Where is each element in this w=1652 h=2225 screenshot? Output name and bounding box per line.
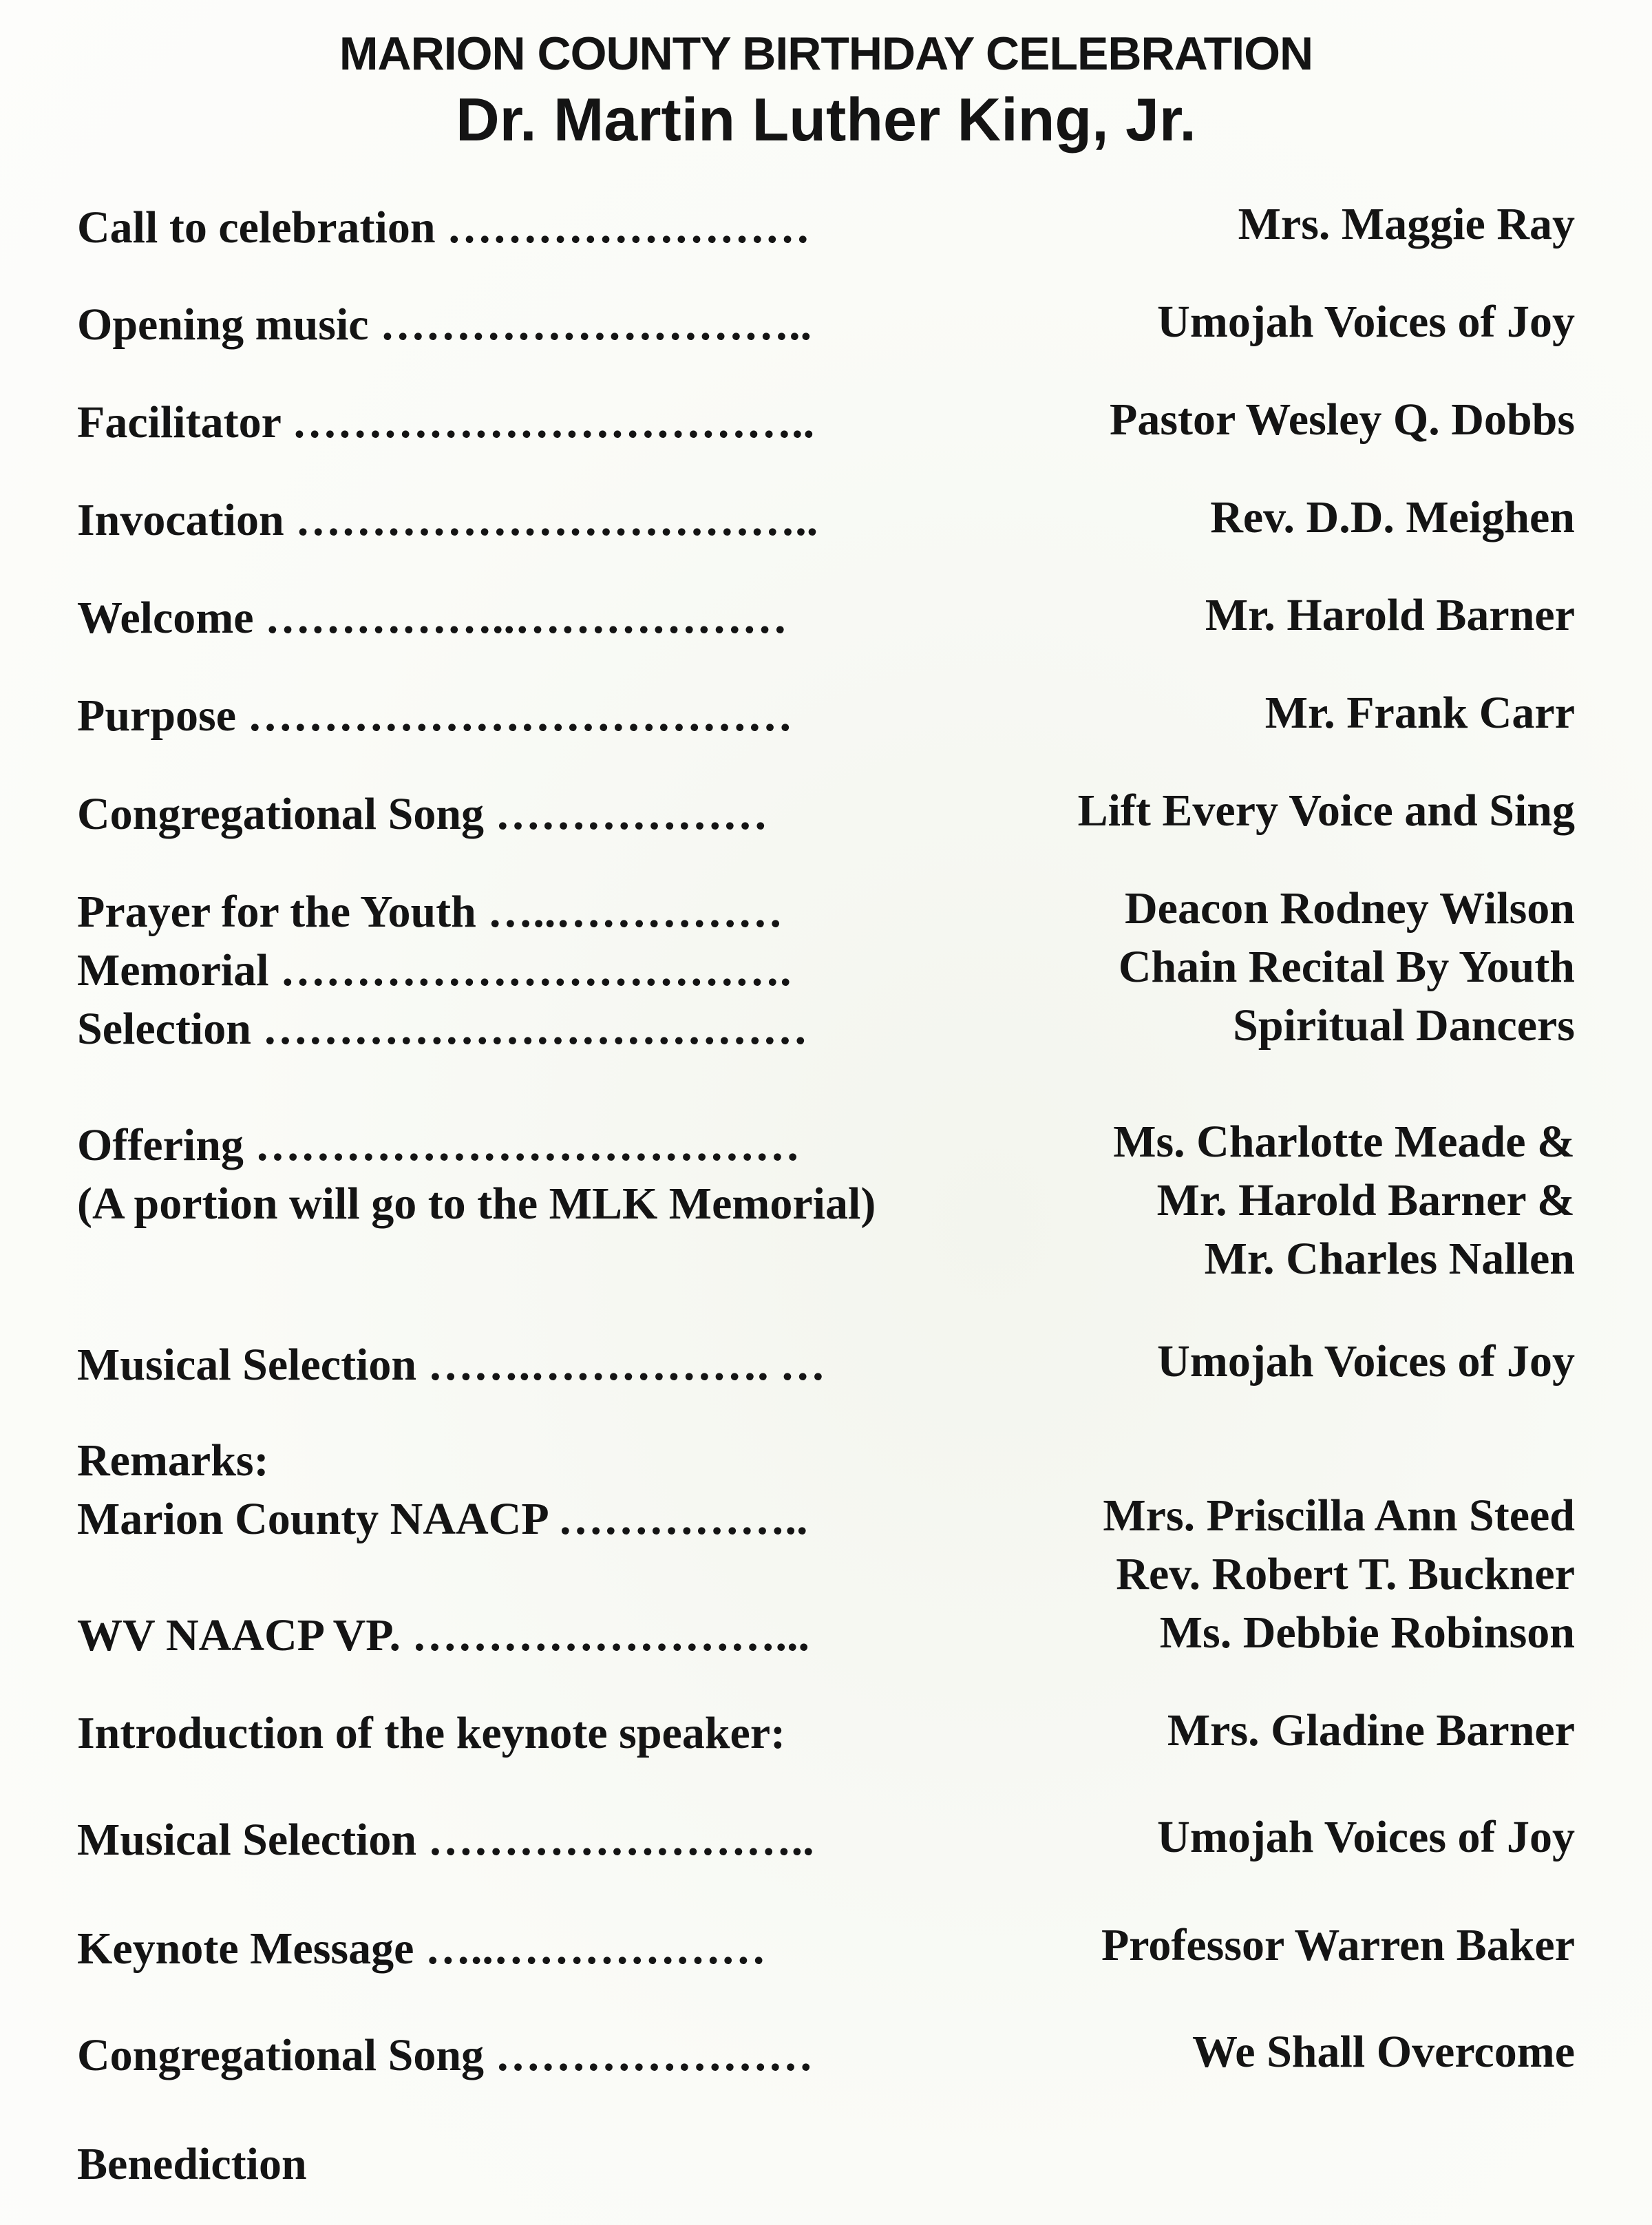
item-musical-selection: Musical Selection …….……………. … bbox=[77, 1340, 826, 1390]
item-keynote-message: Keynote Message …..……………… bbox=[77, 1923, 766, 1974]
item-musical-selection-2: Musical Selection …………………….. bbox=[77, 1815, 814, 1865]
item-offering: Offering ……………………………… bbox=[77, 1120, 801, 1170]
item-facilitator: Facilitator …………………………….. bbox=[77, 397, 815, 447]
item-purpose: Purpose ……………………………… bbox=[77, 690, 793, 741]
participant-musical-selection: Umojah Voices of Joy bbox=[1157, 1336, 1575, 1386]
participant-prayer-for-youth: Deacon Rodney Wilson bbox=[1124, 883, 1575, 934]
participant-offering-2: Mr. Harold Barner & bbox=[1156, 1175, 1575, 1225]
participant-facilitator: Pastor Wesley Q. Dobbs bbox=[1110, 394, 1575, 445]
participant-purpose: Mr. Frank Carr bbox=[1264, 688, 1575, 738]
item-congregational-song: Congregational Song ……………… bbox=[77, 789, 768, 839]
item-keynote-introduction: Introduction of the keynote speaker: bbox=[77, 1708, 786, 1758]
item-congregational-song-2: Congregational Song ………………… bbox=[77, 2030, 814, 2080]
participant-congregational-song-2: We Shall Overcome bbox=[1192, 2027, 1575, 2077]
participant-musical-selection-2: Umojah Voices of Joy bbox=[1157, 1812, 1575, 1862]
item-invocation: Invocation …………………………….. bbox=[77, 495, 818, 545]
item-memorial: Memorial ……………………………. bbox=[77, 945, 792, 995]
item-welcome: Welcome ……………..……………… bbox=[77, 593, 788, 643]
participant-congregational-song: Lift Every Voice and Sing bbox=[1077, 785, 1575, 836]
item-selection: Selection ……………………………… bbox=[77, 1004, 808, 1054]
participant-keynote-message: Professor Warren Baker bbox=[1101, 1920, 1575, 1970]
participant-opening-music: Umojah Voices of Joy bbox=[1157, 297, 1575, 347]
item-offering-note: (A portion will go to the MLK Memorial) bbox=[77, 1179, 876, 1229]
event-subtitle: MARION COUNTY BIRTHDAY CELEBRATION bbox=[339, 28, 1313, 80]
participant-remarks-2: Rev. Robert T. Buckner bbox=[1116, 1549, 1575, 1599]
item-benediction: Benediction bbox=[77, 2139, 307, 2189]
item-call-to-celebration: Call to celebration …………………… bbox=[77, 202, 811, 253]
item-wv-naacp-vp: WV NAACP VP. ……………………... bbox=[77, 1610, 810, 1660]
participant-marion-county-naacp: Mrs. Priscilla Ann Steed bbox=[1103, 1490, 1575, 1541]
item-marion-county-naacp: Marion County NAACP …………….. bbox=[77, 1494, 808, 1544]
participant-welcome: Mr. Harold Barner bbox=[1205, 590, 1575, 640]
participant-call-to-celebration: Mrs. Maggie Ray bbox=[1238, 199, 1575, 249]
participant-invocation: Rev. D.D. Meighen bbox=[1210, 492, 1575, 542]
participant-selection: Spiritual Dancers bbox=[1233, 1000, 1575, 1051]
participant-wv-naacp-vp: Ms. Debbie Robinson bbox=[1159, 1607, 1575, 1658]
item-opening-music: Opening music ……………………….. bbox=[77, 299, 812, 350]
participant-offering-1: Ms. Charlotte Meade & bbox=[1113, 1117, 1575, 1167]
participant-keynote-introduction: Mrs. Gladine Barner bbox=[1167, 1705, 1575, 1755]
participant-memorial: Chain Recital By Youth bbox=[1118, 942, 1575, 992]
event-title: Dr. Martin Luther King, Jr. bbox=[456, 85, 1196, 154]
participant-offering-3: Mr. Charles Nallen bbox=[1204, 1234, 1575, 1284]
item-remarks-heading: Remarks: bbox=[77, 1435, 269, 1486]
item-prayer-for-youth: Prayer for the Youth …..…………… bbox=[77, 887, 783, 937]
